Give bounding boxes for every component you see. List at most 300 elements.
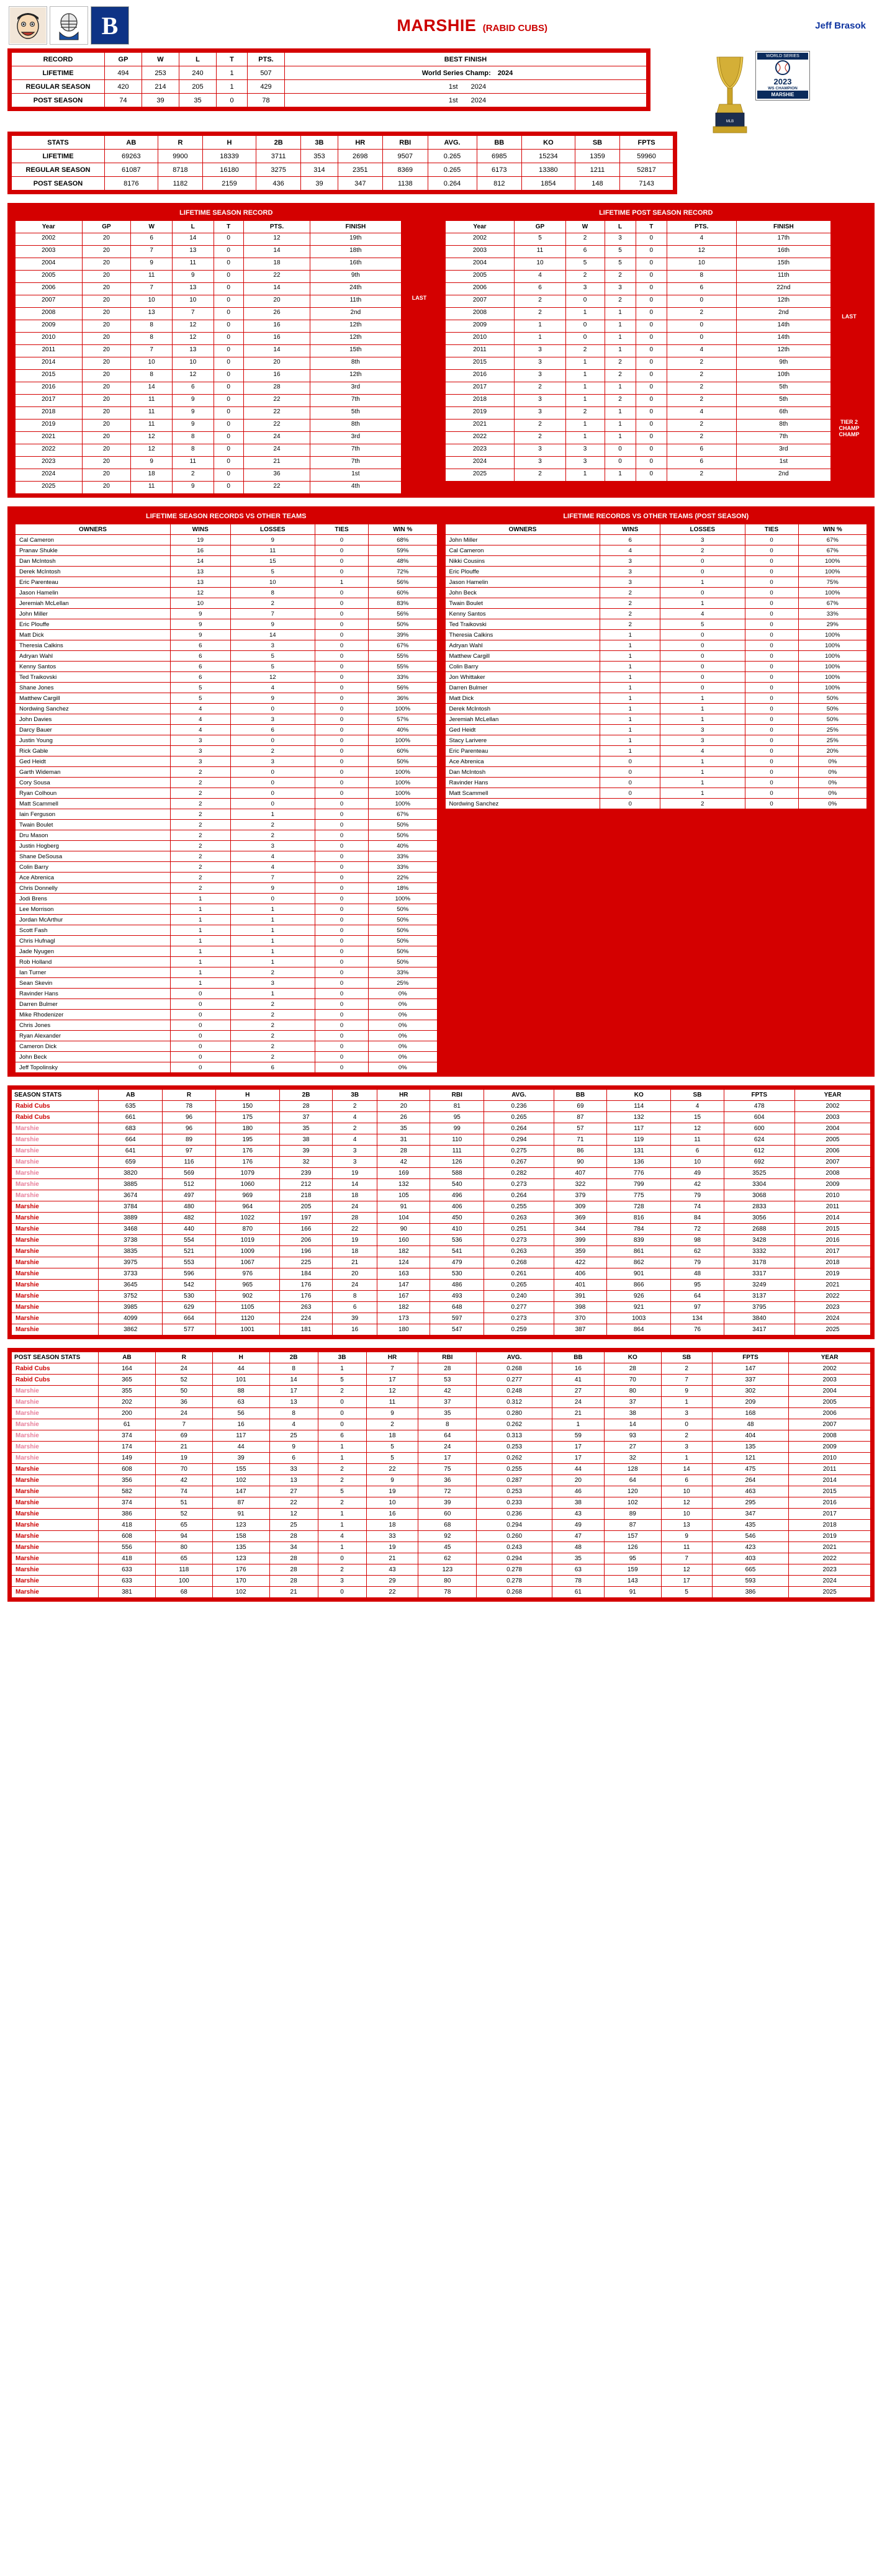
table-row [12, 1363, 871, 1375]
stat-cell: 322 [554, 1179, 606, 1190]
stat-cell: 0.240 [484, 1291, 554, 1302]
stat-cell: 1067 [215, 1257, 279, 1268]
owner-stat-cell: 5 [230, 651, 315, 662]
team-name-cell: Marshie [12, 1213, 99, 1224]
stat-cell: 440 [163, 1224, 215, 1235]
stat-cell: 0 [318, 1397, 366, 1408]
cell-value: 20 [82, 246, 131, 258]
owner-stat-cell: 1 [600, 683, 660, 693]
stat-cell: 337 [712, 1375, 789, 1386]
cell-value: 13 [172, 246, 214, 258]
cell-value: 20 [82, 233, 131, 246]
stat-cell: 19 [366, 1486, 418, 1497]
stat-cell: 24 [333, 1280, 377, 1291]
stat-cell: 3752 [99, 1291, 163, 1302]
stat-cell: 28 [269, 1564, 318, 1576]
stat-cell: 22 [333, 1224, 377, 1235]
stat-cell: 2 [318, 1464, 366, 1475]
cell-value: 0 [214, 457, 243, 469]
owner-name-cell: Cal Cameron [16, 535, 171, 545]
stat-cell: 104 [377, 1213, 430, 1224]
stat-cell: 147 [377, 1280, 430, 1291]
post-season-stats-box [7, 1348, 875, 1602]
stat-cell: 6985 [477, 150, 521, 163]
stat-cell: 2019 [795, 1268, 871, 1280]
stat-cell: 356 [99, 1475, 156, 1486]
cell-value: 9th [736, 357, 830, 370]
table-row [16, 333, 402, 345]
team-name: MARSHIE [397, 16, 477, 35]
stat-cell: 1001 [215, 1324, 279, 1335]
cell-value: 13 [172, 345, 214, 357]
table-row [16, 788, 438, 799]
cell-value: 3 [515, 407, 565, 420]
table-row [12, 1134, 871, 1146]
stat-cell: 24 [155, 1363, 212, 1375]
owner-stat-cell: 9 [230, 883, 315, 894]
stat-cell: 173 [377, 1313, 430, 1324]
table-row [16, 469, 402, 482]
owner-stat-cell: 3 [660, 725, 745, 735]
stat-cell: 102 [212, 1475, 269, 1486]
owner-stat-cell: 0 [315, 873, 369, 883]
stat-cell: 155 [212, 1464, 269, 1475]
owner-name-cell: Ravinder Hans [445, 778, 600, 788]
stat-cell: 17 [552, 1453, 604, 1464]
stat-cell: 206 [280, 1235, 333, 1246]
cell-value: 22 [243, 482, 310, 494]
owner-stat-cell: 2 [230, 598, 315, 609]
stat-cell: 20 [552, 1475, 604, 1486]
stat-cell: 36 [155, 1397, 212, 1408]
table-row [16, 904, 438, 915]
table-row [16, 1062, 438, 1073]
cell-value: 20 [82, 357, 131, 370]
owner-stat-cell: 0 [745, 799, 798, 809]
stat-cell: 2003 [795, 1112, 871, 1123]
stat-cell: 79 [671, 1190, 724, 1201]
table-row [16, 357, 402, 370]
owner-stat-cell: 1 [600, 640, 660, 651]
stat-cell: 64 [604, 1475, 661, 1486]
stat-cell: 554 [163, 1235, 215, 1246]
cell-value: 2 [605, 370, 636, 382]
stat-cell: 41 [552, 1375, 604, 1386]
stat-cell: 59960 [620, 150, 673, 163]
owner-stat-cell: 2 [170, 851, 230, 862]
stat-cell: 22 [366, 1464, 418, 1475]
side-label-last: LAST [842, 313, 857, 320]
owner-stat-cell: 0 [315, 619, 369, 630]
team-name-cell: Marshie [12, 1464, 99, 1475]
stat-cell: 0.294 [477, 1553, 552, 1564]
stat-cell: 0.236 [477, 1509, 552, 1520]
owner-name-cell: Matt Dick [16, 630, 171, 640]
cell-year: 2004 [16, 258, 83, 271]
owner-name-cell: Darren Bulmer [16, 999, 171, 1010]
stat-cell: 80 [155, 1542, 212, 1553]
best-finish-year: 2024 [470, 96, 487, 104]
cell-best-finish [285, 66, 647, 80]
stat-cell: 0.255 [477, 1464, 552, 1475]
stat-cell: 3304 [724, 1179, 794, 1190]
cell-value: 14th [736, 333, 830, 345]
stat-cell: 34 [269, 1542, 318, 1553]
owner-stat-cell: 100% [798, 567, 866, 577]
cell-value: 0 [565, 333, 605, 345]
stat-cell: 406 [554, 1268, 606, 1280]
table-row [445, 588, 867, 598]
owner-stat-cell: 2 [170, 883, 230, 894]
stat-cell: 17 [366, 1375, 418, 1386]
owner-stat-cell: 50% [369, 904, 437, 915]
stat-cell: 0.233 [477, 1497, 552, 1509]
stat-cell: 56 [212, 1408, 269, 1419]
col-bb: BB [554, 1090, 606, 1101]
owner-stat-cell: 0 [745, 662, 798, 672]
cell-value: 20 [82, 308, 131, 320]
stat-cell: 16 [366, 1509, 418, 1520]
owner-stat-cell: 0 [230, 735, 315, 746]
stat-cell: 3317 [724, 1268, 794, 1280]
stat-cell: 2014 [789, 1475, 871, 1486]
cell-value: 7th [310, 457, 401, 469]
cell-value: 0 [667, 333, 736, 345]
stat-cell: 182 [377, 1246, 430, 1257]
owner-stat-cell: 0 [745, 704, 798, 714]
stat-cell: 52 [155, 1509, 212, 1520]
stat-cell: 27 [604, 1442, 661, 1453]
owner-stat-cell: 0 [170, 1010, 230, 1020]
col-2b: 2B [269, 1352, 318, 1363]
stat-cell: 812 [477, 177, 521, 191]
cell-year: 2022 [445, 432, 515, 444]
owner-stat-cell: 10 [230, 577, 315, 588]
stat-cell: 60 [418, 1509, 477, 1520]
stat-cell: 263 [280, 1302, 333, 1313]
owner-name-cell: Iain Ferguson [16, 809, 171, 820]
stat-cell: 88 [212, 1386, 269, 1397]
cell-value: 3 [515, 370, 565, 382]
stat-cell: 2004 [789, 1386, 871, 1397]
col-hr: HR [366, 1352, 418, 1363]
owner-stat-cell: 0 [315, 630, 369, 640]
cell-value: 0 [214, 283, 243, 295]
stat-cell: 10 [661, 1486, 712, 1497]
stat-cell: 370 [554, 1313, 606, 1324]
owner-stat-cell: 40% [369, 841, 437, 851]
table-row [445, 444, 831, 457]
table-row [12, 1257, 871, 1268]
team-name-cell: Marshie [12, 1190, 99, 1201]
stat-cell: 3674 [99, 1190, 163, 1201]
stat-cell: 365 [99, 1375, 156, 1386]
table-row [12, 1475, 871, 1486]
stat-cell: 102 [212, 1587, 269, 1598]
stat-cell: 2021 [795, 1280, 871, 1291]
cell-value: 20 [82, 432, 131, 444]
stat-cell: 0 [318, 1419, 366, 1430]
stat-cell: 381 [99, 1587, 156, 1598]
owner-stat-cell: 100% [369, 788, 437, 799]
cell-value: 20 [82, 482, 131, 494]
cell-year: 2016 [16, 382, 83, 395]
stat-cell: 542 [163, 1280, 215, 1291]
cell-value: 5 [605, 258, 636, 271]
owner-stat-cell: 0 [315, 851, 369, 862]
cell-value: 15th [310, 345, 401, 357]
owner-stat-cell: 6 [230, 725, 315, 735]
stat-cell: 21 [366, 1553, 418, 1564]
stat-cell: 12 [661, 1497, 712, 1509]
stat-cell: 355 [99, 1386, 156, 1397]
cell-year: 2025 [16, 482, 83, 494]
table-row [445, 735, 867, 746]
stat-cell: 117 [606, 1123, 670, 1134]
owner-stat-cell: 0 [230, 799, 315, 809]
stat-cell: 28 [333, 1213, 377, 1224]
stat-cell: 3249 [724, 1280, 794, 1291]
owner-name-cell: Justin Hogberg [16, 841, 171, 851]
owner-stat-cell: 6 [170, 662, 230, 672]
table-row [445, 630, 867, 640]
stat-cell: 32 [280, 1157, 333, 1168]
stat-cell: 0.287 [477, 1475, 552, 1486]
table-row [16, 883, 438, 894]
owner-stat-cell: 0% [798, 767, 866, 778]
stat-cell: 20 [333, 1268, 377, 1280]
stat-cell: 32 [604, 1453, 661, 1464]
owner-stat-cell: 3 [230, 714, 315, 725]
col-bb: BB [552, 1352, 604, 1363]
owner-stat-cell: 0 [745, 588, 798, 598]
cell-value: 0 [214, 370, 243, 382]
owner-name-cell: Jordan McArthur [16, 915, 171, 925]
owner-stat-cell: 2 [660, 545, 745, 556]
cell-value: 2 [605, 271, 636, 283]
owner-name-cell: Shane Jones [16, 683, 171, 693]
owner-stat-cell: 1 [230, 936, 315, 946]
stat-cell: 6 [269, 1453, 318, 1464]
cell-value: 24 [243, 432, 310, 444]
owner-stat-cell: 1 [170, 915, 230, 925]
table-row [16, 957, 438, 967]
stat-cell: 423 [712, 1542, 789, 1553]
owner-stat-cell: 6 [600, 535, 660, 545]
cell-value: 16 [243, 320, 310, 333]
stat-cell: 100 [155, 1576, 212, 1587]
cell-value: 0 [636, 333, 667, 345]
stat-cell: 870 [215, 1224, 279, 1235]
cell-value: 1 [605, 345, 636, 357]
owner-stat-cell: 1 [230, 915, 315, 925]
stat-cell: 2014 [795, 1213, 871, 1224]
cell-value: 1 [565, 370, 605, 382]
cell-w: 214 [142, 80, 179, 94]
stat-cell: 123 [212, 1553, 269, 1564]
post-season-side-label [831, 220, 867, 482]
stat-cell: 0.294 [477, 1520, 552, 1531]
stat-cell: 89 [163, 1134, 215, 1146]
stat-cell: 3178 [724, 1257, 794, 1268]
stat-cell: 406 [430, 1201, 484, 1213]
stat-cell: 7143 [620, 177, 673, 191]
lifetime-post-season-record-col [441, 207, 871, 494]
stat-cell: 2159 [203, 177, 256, 191]
stat-cell: 43 [366, 1564, 418, 1576]
cell-value: 20 [82, 333, 131, 345]
stat-cell: 0.265 [484, 1280, 554, 1291]
owner-stat-cell: 0 [745, 545, 798, 556]
table-row [16, 1041, 438, 1052]
cell-value: 10th [736, 370, 830, 382]
stat-cell: 3885 [99, 1179, 163, 1190]
cell-value: 7th [310, 395, 401, 407]
table-row [445, 778, 867, 788]
cell-l: 205 [179, 80, 217, 94]
cell-value: 2 [667, 308, 736, 320]
team-name-cell: Marshie [12, 1475, 99, 1486]
owner-stat-cell: 9 [230, 535, 315, 545]
col-t: T [217, 53, 248, 66]
stat-cell: 37 [604, 1397, 661, 1408]
table-row [16, 567, 438, 577]
team-name-cell: Marshie [12, 1280, 99, 1291]
stat-cell: 776 [606, 1168, 670, 1179]
owner-stat-cell: 4 [600, 545, 660, 556]
cell-year: 2017 [445, 382, 515, 395]
table-row [12, 1190, 871, 1201]
table-header-row [16, 524, 438, 535]
owner-name-cell: Matthew Cargill [16, 693, 171, 704]
owner-stat-cell: 100% [369, 799, 437, 809]
owner-stat-cell: 13 [170, 567, 230, 577]
owner-stat-cell: 0 [315, 704, 369, 714]
col-w: W [565, 221, 605, 233]
stat-cell: 1 [552, 1419, 604, 1430]
cell-value: 2 [667, 357, 736, 370]
col-r: R [155, 1352, 212, 1363]
stat-cell: 97 [671, 1302, 724, 1313]
owner-stat-cell: 0% [369, 1041, 437, 1052]
stat-cell: 2351 [338, 163, 382, 177]
cell-value: 1 [565, 308, 605, 320]
best-finish-text: World Series Champ: [421, 69, 491, 77]
owner-name-cell: Jason Hamelin [445, 577, 600, 588]
col-ties: TIES [315, 524, 369, 535]
cell-value: 0 [667, 320, 736, 333]
stat-cell: 418 [99, 1520, 156, 1531]
owner-name-cell: Ged Heidt [445, 725, 600, 735]
owner-name-cell: John Beck [16, 1052, 171, 1062]
stat-cell: 87 [212, 1497, 269, 1509]
team-name-cell: Rabid Cubs [12, 1101, 99, 1112]
owner-name-cell: Ryan Colhoun [16, 788, 171, 799]
stat-cell: 2009 [789, 1442, 871, 1453]
owner-name-cell: Jeremiah McLellan [445, 714, 600, 725]
table-row [16, 246, 402, 258]
owner-stat-cell: 0 [315, 598, 369, 609]
stat-cell: 2009 [795, 1179, 871, 1190]
team-name-cell: Marshie [12, 1313, 99, 1324]
stat-cell: 728 [606, 1201, 670, 1213]
cell-value: 2 [667, 420, 736, 432]
stat-cell: 0.264 [484, 1123, 554, 1134]
col-r: R [163, 1090, 215, 1101]
cell-l: 240 [179, 66, 217, 80]
owner-stat-cell: 0 [660, 640, 745, 651]
col-finish: FINISH [310, 221, 401, 233]
cell-value: 11 [172, 258, 214, 271]
col-sb: SB [671, 1090, 724, 1101]
cell-year: 2018 [16, 407, 83, 420]
cell-year: 2006 [16, 283, 83, 295]
table-row [445, 370, 831, 382]
stat-cell: 126 [430, 1157, 484, 1168]
stat-cell: 13 [661, 1520, 712, 1531]
stat-cell: 816 [606, 1213, 670, 1224]
stat-cell: 49 [552, 1520, 604, 1531]
stat-cell: 641 [99, 1146, 163, 1157]
vs-other-teams-box [7, 506, 875, 1077]
stat-cell: 126 [604, 1542, 661, 1553]
cell-value: 0 [214, 420, 243, 432]
owner-stat-cell: 0% [369, 1052, 437, 1062]
cell-year: 2015 [445, 357, 515, 370]
table-row [12, 1419, 871, 1430]
cell-value: 17th [736, 233, 830, 246]
stat-cell: 0 [318, 1587, 366, 1598]
best-finish-text: 1st [448, 83, 458, 91]
stat-cell: 659 [99, 1157, 163, 1168]
owner-stat-cell: 0 [745, 714, 798, 725]
owner-name-cell: Dru Mason [16, 830, 171, 841]
owner-stat-cell: 0 [230, 704, 315, 714]
stat-cell: 2005 [795, 1134, 871, 1146]
owner-stat-cell: 0 [315, 957, 369, 967]
stat-cell: 1359 [575, 150, 619, 163]
cell-value: 10 [172, 357, 214, 370]
owner-stat-cell: 0 [315, 746, 369, 756]
cell-value: 5 [515, 233, 565, 246]
stat-cell: 3784 [99, 1201, 163, 1213]
table-row [445, 333, 831, 345]
stat-cell: 63 [212, 1397, 269, 1408]
table-row [16, 432, 402, 444]
col-season-stats: SEASON STATS [12, 1090, 99, 1101]
owner-name-cell: Justin Young [16, 735, 171, 746]
table-row [445, 407, 831, 420]
stat-cell: 2003 [789, 1375, 871, 1386]
cell-value: 2 [565, 233, 605, 246]
owner-stat-cell: 12 [230, 672, 315, 683]
stat-cell: 167 [377, 1291, 430, 1302]
table-row [12, 66, 647, 80]
owner-stat-cell: 0 [315, 830, 369, 841]
owner-stat-cell: 4 [230, 862, 315, 873]
owner-stat-cell: 3 [230, 640, 315, 651]
table-row [16, 714, 438, 725]
stat-cell: 39 [212, 1453, 269, 1464]
owner-stat-cell: 6 [170, 651, 230, 662]
cell-value: 4 [667, 407, 736, 420]
cell-value: 7th [736, 432, 830, 444]
table-row [445, 345, 831, 357]
table-row [12, 177, 673, 191]
cell-t: 1 [217, 80, 248, 94]
cell-value: 21 [243, 457, 310, 469]
col-ties: TIES [745, 524, 798, 535]
